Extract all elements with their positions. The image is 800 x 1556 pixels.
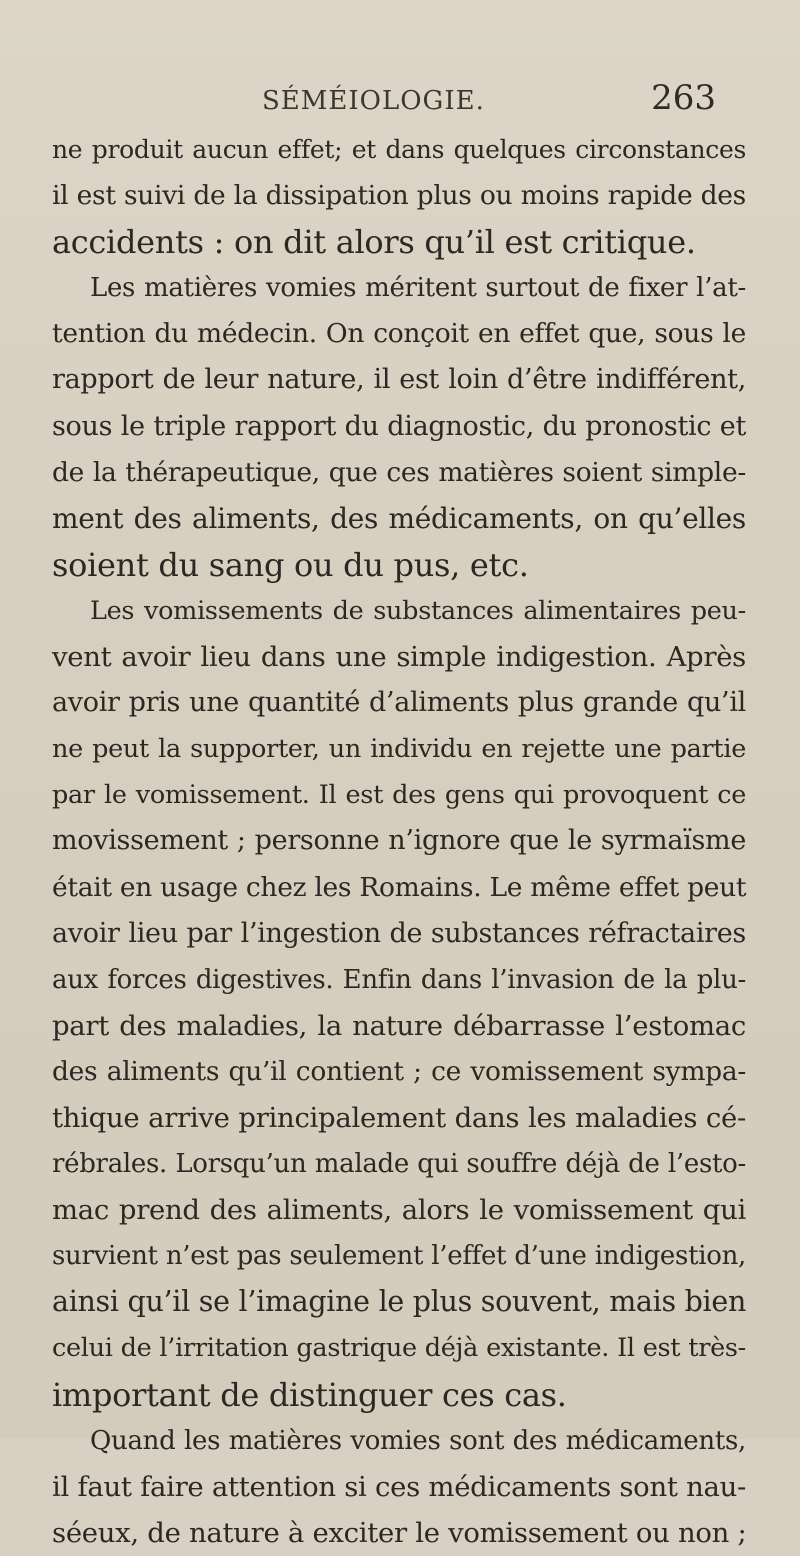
- text-line: soient du sang ou du pus, etc.: [52, 545, 529, 584]
- text-line: vent avoir lieu dans une simple indigestion. Après: [52, 641, 746, 674]
- text-line: ainsi qu’il se l’imagine le plus souvent, mais bien: [52, 1285, 746, 1319]
- text-line: sous le triple rapport du diagnostic, du pronostic et: [52, 410, 746, 442]
- running-title: SÉMÉIOLOGIE.: [262, 86, 485, 116]
- text-line: il faut faire attention si ces médicaments sont nau-: [52, 1470, 746, 1503]
- text-line: des aliments qu’il contient ; ce vomissement sympa-: [52, 1055, 746, 1087]
- body-text: [52, 127, 746, 1556]
- text-line: par le vomissement. Il est des gens qui provoquent ce: [52, 780, 746, 811]
- text-line: celui de l’irritation gastrique déjà existante. Il est très-: [52, 1333, 746, 1364]
- text-line: avoir pris une quantité d’aliments plus grande qu’il: [52, 687, 746, 719]
- text-line: ment des aliments, des médicaments, on qu’elles: [52, 501, 746, 535]
- text-line: ne produit aucun effet; et dans quelques circonstances: [52, 135, 746, 164]
- page-number: 263: [651, 78, 716, 118]
- text-line: accidents : on dit alors qu’il est critique.: [52, 223, 696, 262]
- text-line: Quand les matières vomies sont des médicaments,: [90, 1425, 746, 1456]
- text-line: était en usage chez les Romains. Le même effet peut: [52, 871, 747, 903]
- text-line: rapport de leur nature, il est loin d’être indifférent,: [52, 364, 746, 396]
- page-header: [0, 78, 800, 128]
- text-line: il est suivi de la dissipation plus ou moins rapide des: [52, 180, 746, 212]
- text-line: Les vomissements de substances alimentaires peu-: [90, 595, 746, 626]
- text-line: tention du médecin. On conçoit en effet que, sous le: [52, 318, 746, 350]
- text-line: rébrales. Lorsqu’un malade qui souffre déjà de l’esto-: [52, 1149, 746, 1180]
- text-line: séeux, de nature à exciter le vomissement ou non ;: [52, 1516, 747, 1549]
- text-line: ne peut la supporter, un individu en rejette une partie: [52, 734, 746, 765]
- text-line: thique arrive principalement dans les maladies cé-: [52, 1101, 746, 1134]
- text-line: aux forces digestives. Enfin dans l’invasion de la plu-: [52, 964, 746, 995]
- text-line: movissement ; personne n’ignore que le syrmaïsme: [52, 825, 746, 857]
- text-line: Les matières vomies méritent surtout de fixer l’at-: [90, 273, 746, 304]
- text-line: part des maladies, la nature débarrasse l’estomac: [52, 1009, 746, 1042]
- text-line: important de distinguer ces cas.: [52, 1375, 567, 1414]
- text-line: de la thérapeutique, que ces matières soient simple-: [52, 456, 746, 488]
- text-line: avoir lieu par l’ingestion de substances réfractaires: [52, 917, 746, 949]
- text-line: survient n’est pas seulement l’effet d’une indigestion,: [52, 1241, 746, 1272]
- text-line: mac prend des aliments, alors le vomissement qui: [52, 1194, 746, 1227]
